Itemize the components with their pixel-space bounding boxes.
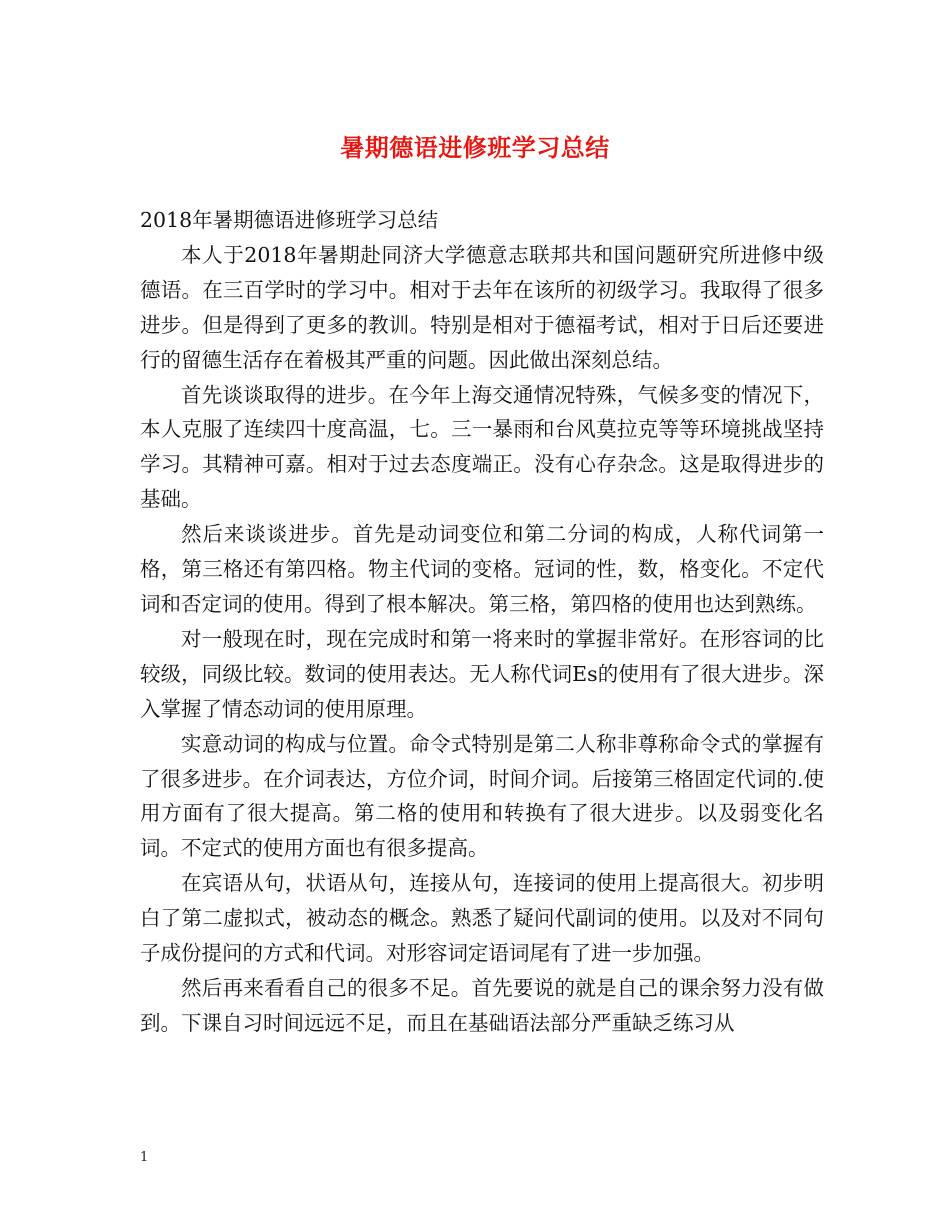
paragraph: 然后再来看看自己的很多不足。首先要说的就是自己的课余努力没有做到。下课自习时间远远不足，而且在基础语法部分严重缺乏练习从 xyxy=(140,975,824,1035)
paragraph: 对一般现在时，现在完成时和第一将来时的掌握非常好。在形容词的比较级，同级比较。数词的使用表达。无人称代词Es的使用有了很大进步。深入掌握了情态动词的使用原理。 xyxy=(140,626,824,721)
page-number: 1 xyxy=(140,1150,149,1165)
paragraph: 实意动词的构成与位置。命令式特别是第二人称非尊称命令式的掌握有了很多进步。在介词表达，方位介词，时间介词。后接第三格固定代词的.使用方面有了很大提高。第二格的使用和转换有了很大进步。以及弱变化名词。不定式的使用方面也有很多提高。 xyxy=(140,731,824,861)
document-subtitle: 2018年暑期德语进修班学习总结 xyxy=(140,208,439,232)
paragraph: 首先谈谈取得的进步。在今年上海交通情况特殊，气候多变的情况下，本人克服了连续四十度高温，七。三一暴雨和台风莫拉克等等环境挑战坚持学习。其精神可嘉。相对于过去态度端正。没有心存杂念。这是取得进步的基础。 xyxy=(140,382,824,512)
paragraph: 本人于2018年暑期赴同济大学德意志联邦共和国问题研究所进修中级德语。在三百学时的学习中。相对于去年在该所的初级学习。我取得了很多进步。但是得到了更多的教训。特别是相对于德福考试，相对于日后还要进行的留德生活存在着极其严重的问题。因此做出深刻总结。 xyxy=(140,242,824,372)
document-title: 暑期德语进修班学习总结 xyxy=(340,133,610,162)
paragraph: 然后来谈谈进步。首先是动词变位和第二分词的构成，人称代词第一格，第三格还有第四格。物主代词的变格。冠词的性，数，格变化。不定代词和否定词的使用。得到了根本解决。第三格，第四格的使用也达到熟练。 xyxy=(140,522,824,616)
paragraph: 在宾语从句，状语从句，连接从句，连接词的使用上提高很大。初步明白了第二虚拟式，被动态的概念。熟悉了疑问代副词的使用。以及对不同句子成份提问的方式和代词。对形容词定语词尾有了进一步加强。 xyxy=(140,871,824,966)
document-body xyxy=(140,203,824,1041)
